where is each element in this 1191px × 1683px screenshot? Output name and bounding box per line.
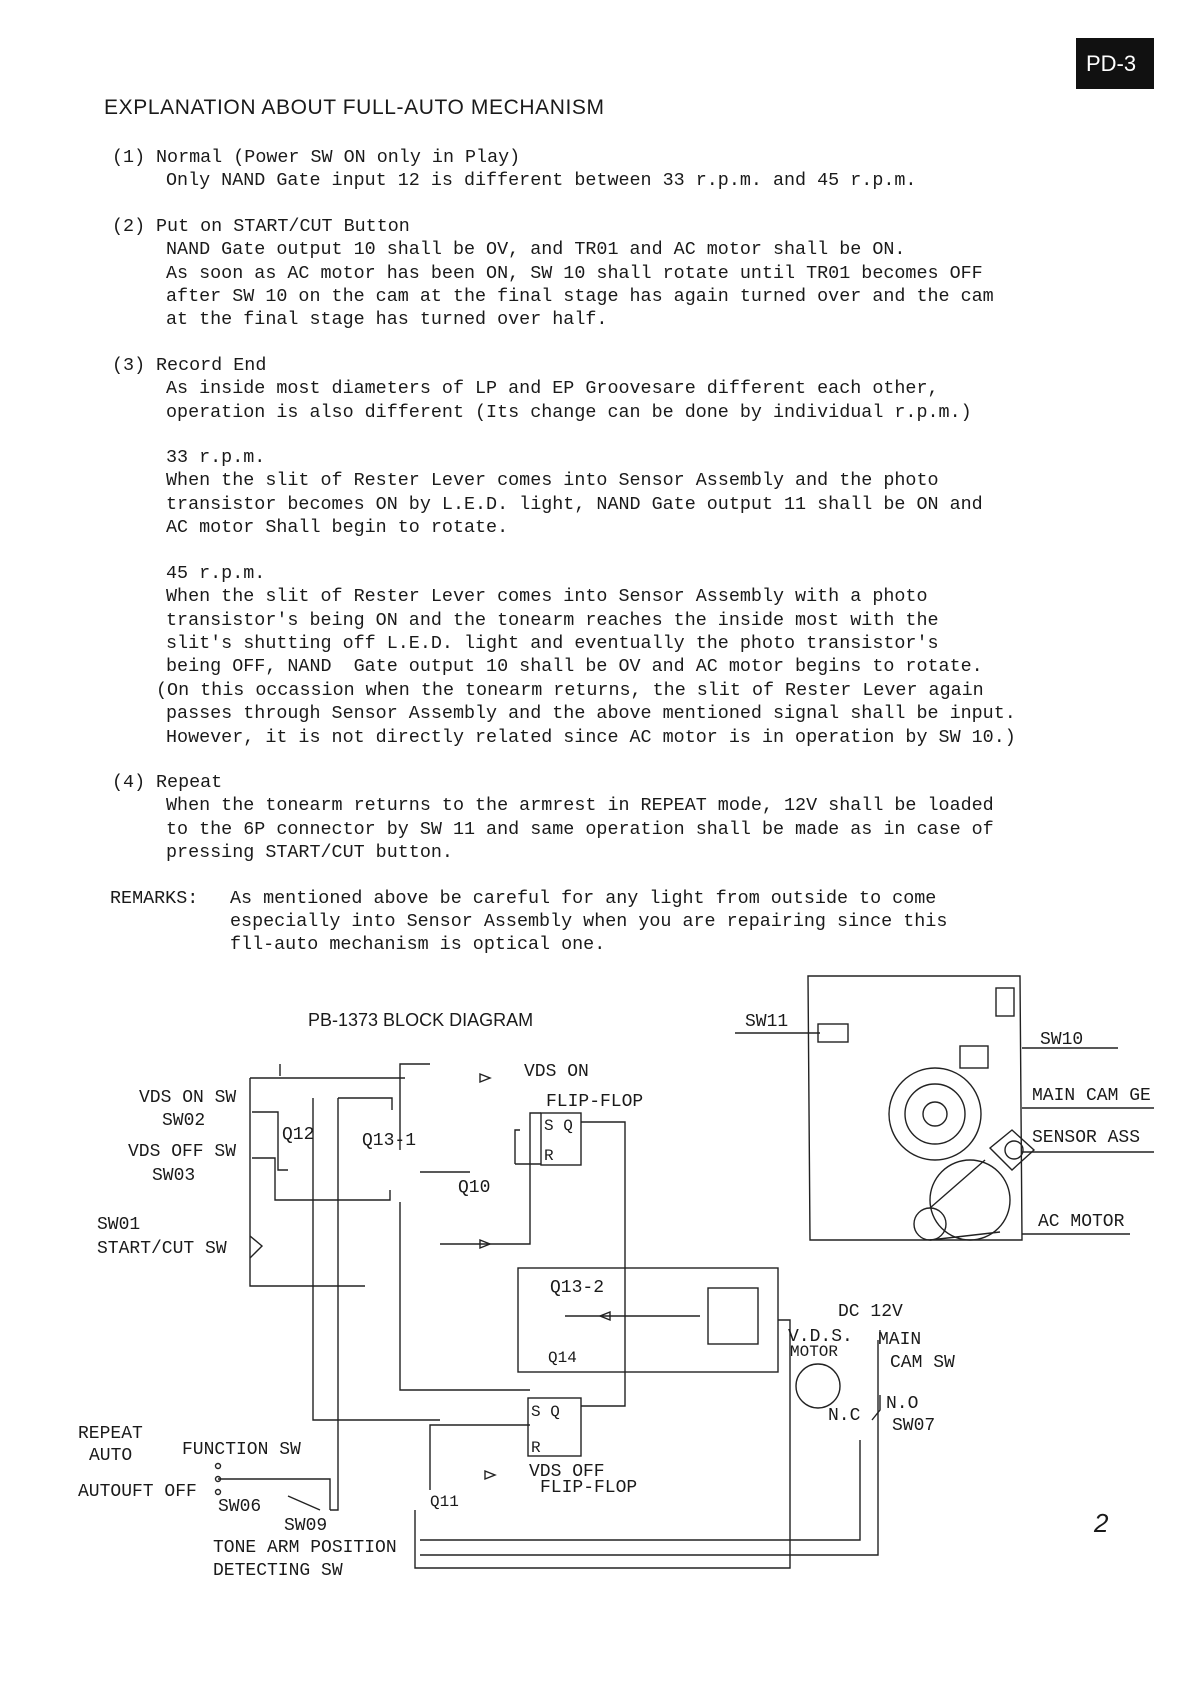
label-flip-flop: FLIP-FLOP [546,1092,644,1112]
switch-contact [216,1464,221,1469]
section-repeat [112,771,1072,865]
section-number: (4) [112,771,146,793]
label-start-cut-sw: START/CUT SW [97,1239,227,1259]
wire [440,1113,541,1244]
subsection-45rpm [156,562,1072,749]
page-number: 2 [1094,1508,1109,1538]
text-line: passes through Sensor Assembly and the above mentioned signal shall be input. [166,703,1016,725]
text-line: especially into Sensor Assembly when you are repairing since this [230,910,948,932]
label-sw03: SW03 [152,1166,196,1186]
text-line: When the slit of Rester Lever comes into Sensor Assembly with a photo [166,586,928,608]
label-q10: Q10 [458,1178,491,1198]
wire [252,1158,390,1200]
label-q12: Q12 [282,1125,315,1145]
main-cam-hub [923,1102,947,1126]
text-line: transistor's being ON and the tonearm reaches the inside most with the [166,609,939,631]
label-auto: AUTO [89,1446,133,1466]
text-line: slit's shutting off L.E.D. light and eventually the photo transistor's [166,632,939,654]
switch-contact [216,1490,221,1495]
mechanism-panel [808,976,1022,1240]
sw10-block [996,988,1014,1016]
cam-follower [960,1046,988,1068]
switch-sw07 [872,1395,880,1420]
label-q13-2: Q13-2 [550,1278,605,1298]
remarks [112,887,1072,957]
ac-motor-shaft [914,1208,946,1240]
label-ac-motor: AC MOTOR [1038,1212,1125,1232]
label-sw07: SW07 [892,1416,936,1436]
remarks-label: REMARKS: [110,887,199,909]
label-main-cam-ge: MAIN CAM GE [1032,1086,1151,1106]
label-tone-arm-1: TONE ARM POSITION [213,1538,397,1558]
explanation-body [112,146,1072,957]
text-line: As inside most diameters of LP and EP Groovesare different each other, [166,378,939,400]
diode-symbol [485,1471,495,1479]
label-vds-motor-2: MOTOR [790,1343,839,1361]
text-line: NAND Gate output 10 shall be OV, and TR01 and AC motor shall be ON. [166,239,906,261]
text-line: As soon as AC motor has been ON, SW 10 shall rotate until TR01 becomes OFF [166,262,983,284]
label-n-o: N.O [886,1394,919,1414]
label-vds-motor-1: V.D.S. [788,1327,853,1347]
label-vds-on-sw: VDS ON SW [139,1088,237,1108]
label-vds-off: VDS OFF [529,1462,605,1482]
wire [415,1320,790,1568]
vds-motor-symbol [796,1364,840,1408]
wire [338,1098,392,1110]
text-line: fll-auto mechanism is optical one. [230,934,606,956]
label-repeat: REPEAT [78,1424,143,1444]
label-vds-on: VDS ON [524,1062,589,1082]
label-sw01: SW01 [97,1215,141,1235]
text-line: at the final stage has turned over half. [166,309,608,331]
belt [930,1160,985,1208]
label-autouft-off: AUTOUFT OFF [78,1482,197,1502]
text-line: transistor becomes ON by L.E.D. light, NAND Gate output 11 shall be ON and [166,493,983,515]
diagram-title: PB-1373 BLOCK DIAGRAM [308,1010,534,1030]
relay-box [708,1288,758,1344]
wire [330,1098,338,1510]
text-line: AC motor Shall begin to rotate. [166,517,509,539]
label-main: MAIN [878,1330,922,1350]
ff1-r: R [544,1147,554,1165]
subsection-label: 33 r.p.m. [166,447,266,469]
text-line: Only NAND Gate input 12 is different between 33 r.p.m. and 45 r.p.m. [166,170,917,192]
page-badge: PD-3 [1076,38,1154,89]
section-heading: Repeat [156,771,223,793]
section-heading: Record End [156,354,267,376]
text-line: (On this occassion when the tonearm returns, the slit of Rester Lever again [156,679,984,701]
sw11-symbol [818,1024,848,1042]
label-q13-1: Q13-1 [362,1131,417,1151]
text-line: As mentioned above be careful for any light from outside to come [230,887,937,909]
label-sw09: SW09 [284,1516,328,1536]
section-heading: Normal (Power SW ON only in Play) [156,147,521,168]
text-line: after SW 10 on the cam at the final stage has again turned over and the cam [166,286,994,308]
label-flip-flop-2: FLIP-FLOP [540,1478,638,1498]
label-sw11: SW11 [745,1012,789,1032]
subsection-33rpm [166,446,1072,540]
ff1-s-q: S Q [544,1117,573,1135]
section-start-cut [112,215,1072,332]
label-sensor-ass: SENSOR ASS [1032,1128,1141,1148]
label-q14: Q14 [548,1349,577,1367]
section-normal [112,146,1072,193]
label-sw06: SW06 [218,1497,262,1517]
label-sw10: SW10 [1040,1030,1084,1050]
label-tone-arm-2: DETECTING SW [213,1561,343,1581]
wire [250,1078,365,1286]
label-cam-sw: CAM SW [890,1353,955,1373]
wire [581,1122,625,1406]
wire [420,1440,860,1540]
switch-sw01 [250,1236,262,1258]
main-cam-inner [905,1084,965,1144]
main-cam-gear [889,1068,981,1160]
text-line: being OFF, NAND Gate output 10 shall be OV and AC motor begins to rotate. [166,656,983,678]
label-dc-12v: DC 12V [838,1302,903,1322]
text-line: When the slit of Rester Lever comes into Sensor Assembly and the photo [166,470,939,492]
section-number: (3) [112,354,146,376]
label-sw02: SW02 [162,1111,206,1131]
page-title: EXPLANATION ABOUT FULL-AUTO MECHANISM [104,96,605,119]
ac-motor-pulley [930,1160,1010,1240]
photo-transistor-icon [1005,1141,1023,1159]
label-function-sw: FUNCTION SW [182,1440,301,1460]
section-number: (1) [112,147,146,168]
subsection-label: 45 r.p.m. [166,562,266,584]
section-number: (2) [112,215,146,237]
text-line: operation is also different (Its change can be done by individual r.p.m.) [166,401,972,423]
switch-sw09 [288,1496,320,1510]
text-line: When the tonearm returns to the armrest in REPEAT mode, 12V shall be loaded [166,795,994,817]
section-record-end [112,354,1072,749]
section-heading: Put on START/CUT Button [156,215,410,237]
label-q11: Q11 [430,1493,459,1511]
sensor-assembly [990,1130,1034,1170]
text-line: to the 6P connector by SW 11 and same operation shall be made as in case of [166,818,994,840]
wire [430,1425,530,1490]
diode-symbol [480,1074,490,1082]
ff2-s-q: S Q [531,1403,560,1421]
wire [515,1130,520,1164]
wire [400,1202,530,1390]
text-line: pressing START/CUT button. [166,842,453,864]
label-vds-off-sw: VDS OFF SW [128,1142,237,1162]
block-diagram [0,960,1191,1600]
label-n-c: N.C [828,1406,861,1426]
ff2-r: R [531,1439,541,1457]
text-line: However, it is not directly related since AC motor is in operation by SW 10.) [166,726,1016,748]
